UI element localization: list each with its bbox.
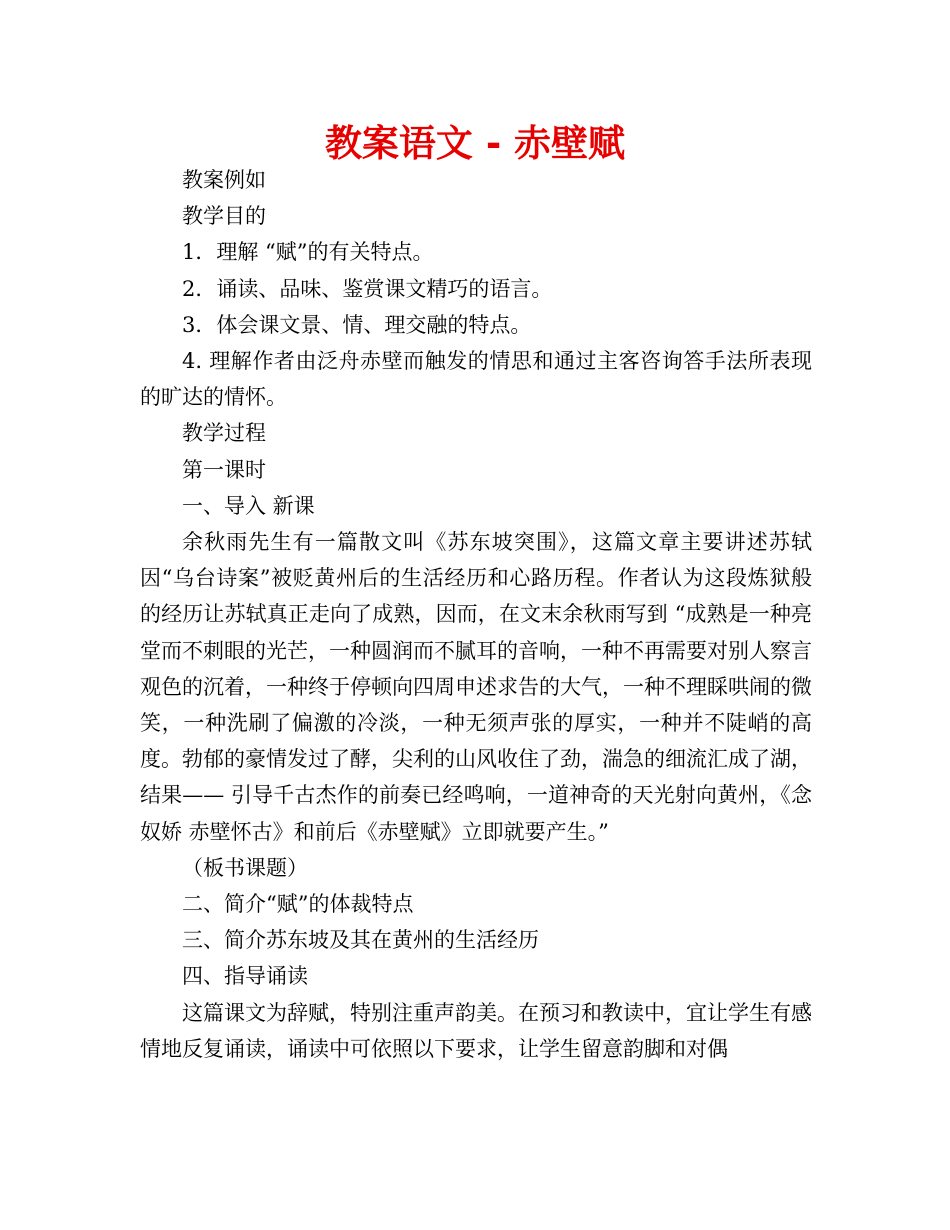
- paragraph-section-3: 三、简介苏东坡及其在黄州的生活经历: [182, 928, 539, 953]
- paragraph-goal-1: 1．理解 “赋”的有关特点。: [182, 240, 434, 265]
- paragraph-example: 教案例如: [182, 168, 266, 192]
- paragraph-teaching-process: 教学过程: [182, 421, 266, 446]
- paragraph-section-4: 四、指导诵读: [182, 964, 308, 989]
- paragraph-first-lesson: 第一课时: [182, 457, 266, 482]
- paragraph-intro-text: 余秋雨先生有一篇散文叫《苏东坡突围》，这篇文章主要讲述苏轼因“乌台诗案”被贬黄州后的生活经历和心路历程。作者认为这段炼狱般的经历让苏轼真正走向了成熟，因而，在文末余秋雨写到 “成熟是一种亮堂而不刺眼的光芒，一种圆润而不腻耳的音响，一种不再需要对别人察言观色的沉着，一种终于停顿向四周申述求告的大气，一种不理睬哄闹的微笑，一种洗刷了偏激的冷淡，一种无须声张的厚实，一种并不陡峭的高度。勃郁的豪情发过了酵，尖利的山风收住了劲，湍急的细流汇成了湖，结果—— 引导千古杰作的前奏已经鸣响，一道神奇的天光射向黄州，《念奴娇 赤壁怀古》和前后《赤壁赋》立即就要产生。”: [140, 530, 812, 844]
- paragraph-reading-guide: 这篇课文为辞赋，特别注重声韵美。在预习和教读中，宜让学生有感情地反复诵读，诵读中可依照以下要求，让学生留意韵脚和对偶: [140, 1000, 812, 1061]
- paragraph-section-2: 二、简介“赋”的体裁特点: [182, 892, 414, 917]
- paragraph-goal-4: 4. 理解作者由泛舟赤壁而触发的情思和通过主客咨询答手法所表现的旷达的情怀。: [140, 349, 812, 410]
- document-title: 教案语文 - 赤壁赋: [324, 122, 626, 165]
- paragraph-section-1: 一、导入 新课: [182, 493, 315, 518]
- paragraph-goal-2: 2．诵读、品味、鉴赏课文精巧的语言。: [182, 276, 553, 301]
- paragraph-board-title: （板书课题）: [182, 855, 308, 880]
- document-body: [140, 162, 812, 1067]
- paragraph-teaching-goals: 教学目的: [182, 204, 266, 229]
- paragraph-goal-3: 3．体会课文景、情、理交融的特点。: [182, 312, 532, 337]
